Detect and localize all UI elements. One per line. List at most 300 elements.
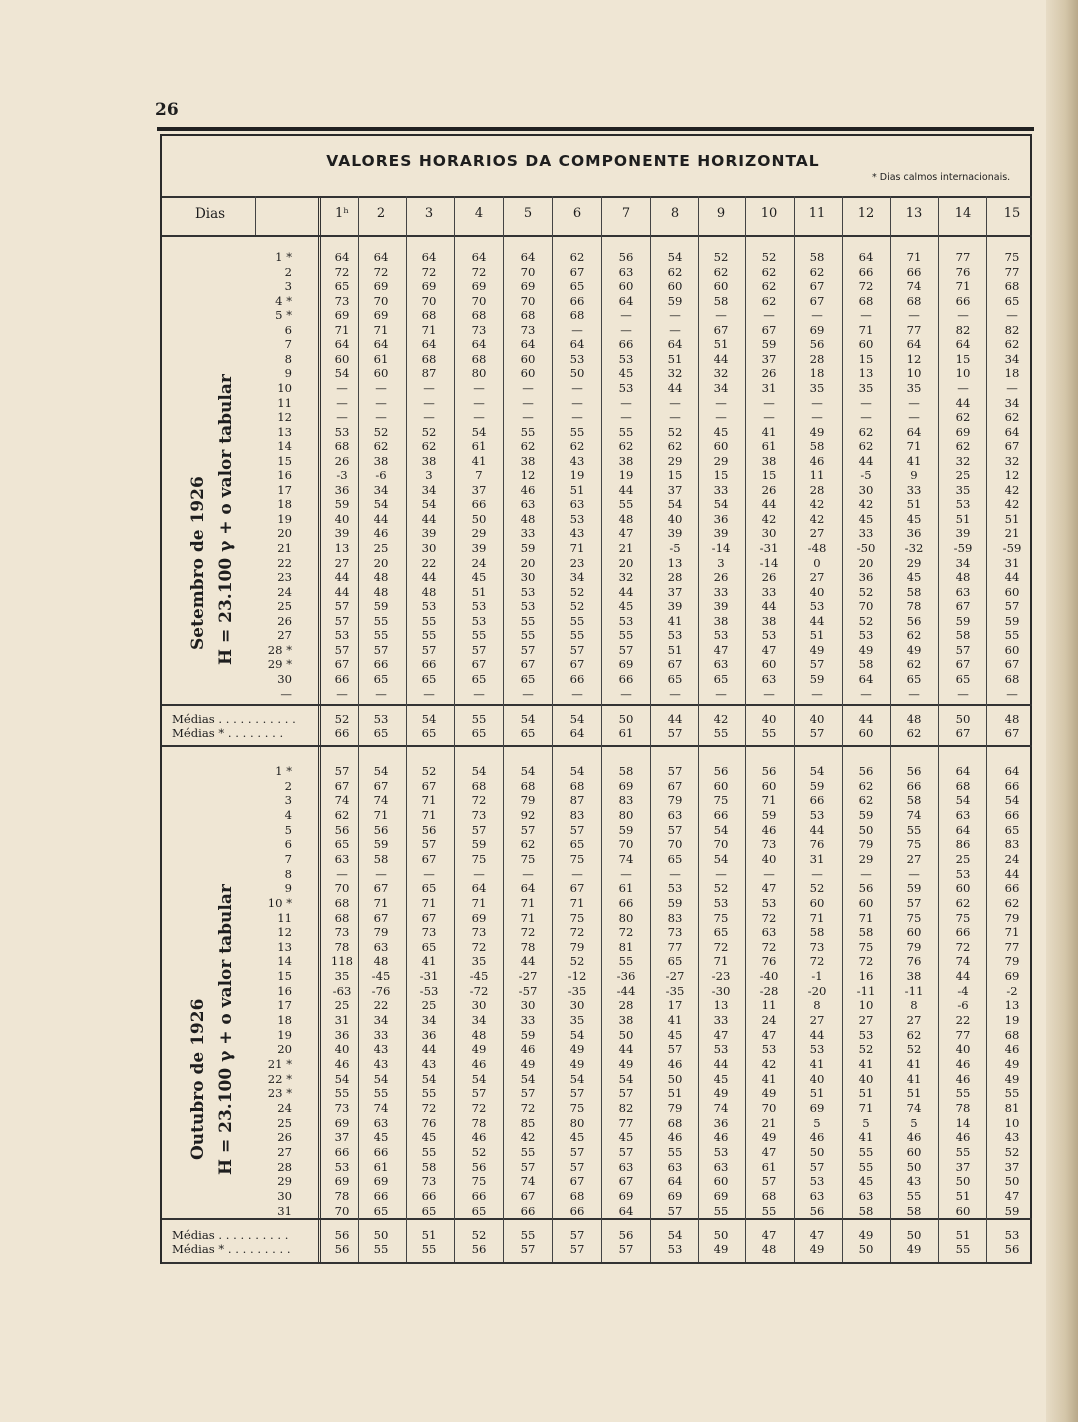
value-cell: 79 — [1004, 954, 1020, 969]
value-cell: 31 — [809, 851, 825, 866]
value-cell: 52 — [667, 424, 683, 439]
value-cell: 43 — [1004, 1130, 1020, 1145]
value-cell: 28 — [667, 570, 683, 585]
value-cell: 59 — [373, 599, 389, 614]
value-cell: 63 — [713, 657, 729, 672]
value-cell: 46 — [809, 1130, 825, 1145]
value-cell: 72 — [334, 264, 350, 279]
medias-value: 42 — [713, 712, 729, 726]
value-cell: 69 — [373, 279, 389, 294]
day-number: 1 * — [275, 250, 292, 264]
day-number: 27 — [277, 1144, 292, 1159]
value-cell: 46 — [334, 1057, 350, 1071]
value-cell: — — [620, 395, 632, 410]
value-cell: 72 — [569, 925, 585, 940]
value-cell: 29 — [471, 526, 487, 541]
value-cell: -59 — [953, 541, 973, 555]
value-cell: 80 — [618, 807, 634, 822]
value-cell: 58 — [858, 657, 874, 672]
value-cell: 32 — [1004, 453, 1020, 468]
value-cell: 47 — [713, 642, 729, 657]
value-cell: 63 — [373, 1115, 389, 1130]
value-cell: 67 — [334, 657, 350, 672]
value-cell: 59 — [955, 613, 971, 628]
value-cell: 53 — [713, 1144, 729, 1159]
value-cell: 65 — [713, 671, 729, 686]
value-cell: 55 — [373, 1086, 389, 1101]
value-cell: 53 — [667, 628, 683, 643]
value-cell: 33 — [520, 1013, 536, 1028]
value-cell: 53 — [809, 1174, 825, 1189]
value-cell: 74 — [713, 1100, 729, 1115]
value-cell: 92 — [520, 807, 536, 822]
medias-value: 49 — [858, 1228, 874, 1242]
value-cell: 65 — [334, 279, 350, 294]
medias-value: 51 — [955, 1228, 971, 1242]
value-cell: 57 — [618, 1144, 634, 1159]
value-cell: 51 — [955, 511, 971, 526]
value-cell: 64 — [906, 337, 922, 352]
value-cell: 71 — [421, 322, 437, 337]
value-cell: 21 — [618, 541, 634, 555]
value-cell: 63 — [713, 1159, 729, 1174]
value-cell: 83 — [667, 910, 683, 925]
value-cell: 53 — [520, 599, 536, 614]
column-rule — [986, 196, 987, 1262]
value-cell: 53 — [761, 628, 777, 643]
value-cell: 60 — [858, 895, 874, 910]
value-cell: 30 — [520, 570, 536, 585]
medias-value: 50 — [713, 1228, 729, 1242]
value-cell: 47 — [1004, 1188, 1020, 1203]
header-hour: 1ʰ — [335, 206, 349, 221]
value-cell: — — [522, 410, 534, 425]
medias-calm-value: 65 — [471, 726, 487, 740]
medias-value: 57 — [569, 1228, 585, 1242]
value-cell: 77 — [667, 939, 683, 954]
value-cell: 48 — [955, 570, 971, 585]
value-cell: — — [715, 410, 727, 425]
value-cell: 51 — [858, 1086, 874, 1101]
day-number: 14 — [277, 954, 292, 969]
value-cell: 66 — [421, 1188, 437, 1203]
value-cell: — — [522, 686, 534, 701]
value-cell: — — [620, 308, 632, 323]
day-number: 30 — [277, 671, 292, 686]
value-cell: 71 — [334, 322, 350, 337]
value-cell: 59 — [1004, 1203, 1020, 1218]
value-cell: 55 — [520, 1144, 536, 1159]
value-cell: 65 — [667, 851, 683, 866]
value-cell: 20 — [858, 555, 874, 570]
value-cell: 26 — [334, 453, 350, 468]
value-cell: 72 — [618, 925, 634, 940]
value-cell: 73 — [334, 1100, 350, 1115]
value-cell: 54 — [373, 497, 389, 512]
value-cell: 30 — [761, 526, 777, 541]
value-cell: 68 — [520, 778, 536, 793]
value-cell: 62 — [906, 657, 922, 672]
value-cell: 59 — [520, 1027, 536, 1042]
value-cell: 55 — [1004, 628, 1020, 643]
value-cell: 78 — [471, 1115, 487, 1130]
value-cell: — — [571, 395, 583, 410]
value-cell: 50 — [667, 1071, 683, 1086]
value-cell: 66 — [334, 671, 350, 686]
value-cell: 60 — [713, 778, 729, 793]
value-cell: 49 — [713, 1086, 729, 1101]
value-cell: — — [473, 686, 485, 701]
value-cell: 70 — [667, 837, 683, 852]
day-number: 28 — [277, 1159, 292, 1174]
value-cell: 74 — [955, 954, 971, 969]
value-cell: 45 — [421, 1130, 437, 1145]
value-cell: 70 — [421, 293, 437, 308]
value-cell: 15 — [761, 468, 777, 483]
value-cell: 68 — [1004, 1027, 1020, 1042]
value-cell: 64 — [858, 250, 874, 264]
value-cell: 47 — [761, 1144, 777, 1159]
value-cell: 65 — [520, 671, 536, 686]
header-hour: 8 — [670, 206, 680, 221]
medias-calm-value: 53 — [667, 1242, 683, 1256]
value-cell: 38 — [618, 453, 634, 468]
value-cell: 54 — [618, 1071, 634, 1086]
value-cell: — — [473, 395, 485, 410]
value-cell: 34 — [955, 555, 971, 570]
value-cell: 46 — [667, 1130, 683, 1145]
value-cell: 57 — [421, 642, 437, 657]
value-cell: 68 — [667, 1115, 683, 1130]
value-cell: 52 — [421, 764, 437, 778]
value-cell: 58 — [809, 925, 825, 940]
value-cell: 74 — [906, 807, 922, 822]
value-cell: 54 — [471, 764, 487, 778]
value-cell: 41 — [906, 453, 922, 468]
value-cell: 60 — [809, 895, 825, 910]
header-hour: 12 — [857, 206, 875, 221]
value-cell: 50 — [906, 1159, 922, 1174]
column-rule — [255, 196, 256, 235]
value-cell: -35 — [665, 983, 685, 998]
day-number: 24 — [277, 584, 292, 599]
value-cell: 31 — [761, 380, 777, 395]
value-cell: — — [473, 410, 485, 425]
value-cell: 57 — [955, 642, 971, 657]
value-cell: 55 — [618, 628, 634, 643]
medias-value: 50 — [373, 1228, 389, 1242]
value-cell: 59 — [471, 837, 487, 852]
value-cell: -63 — [332, 983, 352, 998]
value-cell: 70 — [618, 837, 634, 852]
value-cell: 24 — [1004, 851, 1020, 866]
value-cell: 58 — [858, 925, 874, 940]
value-cell: 63 — [955, 807, 971, 822]
value-cell: 65 — [667, 671, 683, 686]
value-cell: 27 — [906, 851, 922, 866]
value-cell: 66 — [809, 793, 825, 808]
value-cell: -48 — [807, 541, 827, 555]
value-cell: 59 — [667, 293, 683, 308]
value-cell: 68 — [421, 351, 437, 366]
value-cell: 22 — [955, 1013, 971, 1028]
value-cell: 54 — [713, 497, 729, 512]
day-number: 14 — [277, 439, 292, 454]
value-cell: 64 — [373, 337, 389, 352]
value-cell: 61 — [761, 1159, 777, 1174]
value-cell: 64 — [618, 1203, 634, 1218]
value-cell: 15 — [713, 468, 729, 483]
column-rule — [890, 196, 891, 1262]
value-cell: 29 — [906, 555, 922, 570]
value-cell: 41 — [667, 613, 683, 628]
medias-value: 52 — [471, 1228, 487, 1242]
value-cell: 48 — [618, 511, 634, 526]
value-cell: 68 — [334, 439, 350, 454]
value-cell: 34 — [713, 380, 729, 395]
value-cell: 67 — [569, 1174, 585, 1189]
value-cell: — — [375, 380, 387, 395]
value-cell: 56 — [421, 822, 437, 837]
value-cell: 70 — [713, 837, 729, 852]
value-cell: 62 — [334, 807, 350, 822]
value-cell: 38 — [421, 453, 437, 468]
value-cell: 23 — [569, 555, 585, 570]
value-cell: 62 — [667, 264, 683, 279]
value-cell: 42 — [809, 497, 825, 512]
value-cell: 76 — [421, 1115, 437, 1130]
value-cell: -4 — [957, 983, 969, 998]
value-cell: 39 — [713, 599, 729, 614]
value-cell: 44 — [955, 969, 971, 984]
value-cell: 57 — [520, 1159, 536, 1174]
value-cell: 40 — [809, 584, 825, 599]
value-cell: 71 — [809, 910, 825, 925]
value-cell: 25 — [334, 998, 350, 1013]
value-cell: 67 — [569, 881, 585, 896]
value-cell: 70 — [334, 1203, 350, 1218]
value-cell: 51 — [569, 482, 585, 497]
value-cell: 69 — [1004, 969, 1020, 984]
value-cell: 83 — [569, 807, 585, 822]
value-cell: 31 — [334, 1013, 350, 1028]
value-cell: — — [811, 686, 823, 701]
medias-value: 47 — [809, 1228, 825, 1242]
value-cell: 30 — [858, 482, 874, 497]
header-hour: 3 — [424, 206, 434, 221]
value-cell: 7 — [475, 468, 483, 483]
value-cell: 29 — [713, 453, 729, 468]
value-cell: 37 — [955, 1159, 971, 1174]
value-cell: 9 — [910, 468, 918, 483]
value-cell: 62 — [955, 895, 971, 910]
value-cell: 54 — [334, 1071, 350, 1086]
value-cell: — — [715, 308, 727, 323]
value-cell: 53 — [955, 497, 971, 512]
value-cell: 37 — [761, 351, 777, 366]
value-cell: 55 — [906, 822, 922, 837]
value-cell: 44 — [520, 954, 536, 969]
value-cell: 62 — [858, 424, 874, 439]
header-hour: 6 — [572, 206, 582, 221]
medias-value: 47 — [761, 1228, 777, 1242]
value-cell: -44 — [616, 983, 636, 998]
value-cell: 39 — [955, 526, 971, 541]
value-cell: — — [860, 308, 872, 323]
value-cell: 82 — [1004, 322, 1020, 337]
value-cell: 42 — [1004, 482, 1020, 497]
value-cell: 75 — [858, 939, 874, 954]
value-cell: — — [336, 395, 348, 410]
value-cell: — — [473, 866, 485, 881]
value-cell: 57 — [809, 1159, 825, 1174]
value-cell: 33 — [713, 1013, 729, 1028]
value-cell: 54 — [334, 366, 350, 381]
value-cell: 66 — [906, 264, 922, 279]
value-cell: 66 — [1004, 778, 1020, 793]
value-cell: 12 — [520, 468, 536, 483]
value-cell: 66 — [858, 264, 874, 279]
value-cell: 54 — [667, 497, 683, 512]
medias-calm-value: 67 — [955, 726, 971, 740]
day-number: 6 — [284, 837, 292, 852]
value-cell: 66 — [618, 895, 634, 910]
value-cell: 55 — [858, 1144, 874, 1159]
value-cell: 46 — [761, 822, 777, 837]
value-cell: — — [375, 866, 387, 881]
value-cell: 49 — [858, 642, 874, 657]
value-cell: 35 — [569, 1013, 585, 1028]
value-cell: 57 — [334, 613, 350, 628]
value-cell: 33 — [520, 526, 536, 541]
value-cell: 54 — [569, 1071, 585, 1086]
value-cell: 57 — [520, 1086, 536, 1101]
medias-calm-value: 64 — [569, 726, 585, 740]
value-cell: 53 — [809, 807, 825, 822]
value-cell: 71 — [858, 1100, 874, 1115]
value-cell: 65 — [373, 1203, 389, 1218]
day-number: 29 * — [267, 657, 292, 672]
medias-calm-value: 55 — [955, 1242, 971, 1256]
value-cell: 43 — [373, 1042, 389, 1057]
header-bottom-rule — [162, 235, 1032, 237]
value-cell: 55 — [906, 1188, 922, 1203]
value-cell: 71 — [906, 439, 922, 454]
value-cell: 34 — [373, 1013, 389, 1028]
value-cell: 65 — [1004, 822, 1020, 837]
day-number: 19 — [277, 1027, 292, 1042]
value-cell: 87 — [421, 366, 437, 381]
value-cell: 53 — [618, 351, 634, 366]
value-cell: 33 — [761, 584, 777, 599]
value-cell: 47 — [761, 1027, 777, 1042]
value-cell: 56 — [713, 764, 729, 778]
value-cell: 34 — [1004, 351, 1020, 366]
value-cell: 35 — [334, 969, 350, 984]
value-cell: — — [763, 410, 775, 425]
value-cell: 64 — [334, 250, 350, 264]
value-cell: 53 — [713, 895, 729, 910]
value-cell: 75 — [569, 910, 585, 925]
value-cell: 77 — [1004, 264, 1020, 279]
value-cell: — — [908, 308, 920, 323]
value-cell: 70 — [471, 293, 487, 308]
value-cell: 67 — [520, 657, 536, 672]
value-cell: 71 — [373, 322, 389, 337]
value-cell: 55 — [713, 1203, 729, 1218]
value-cell: 75 — [471, 1174, 487, 1189]
value-cell: 63 — [667, 1159, 683, 1174]
page-edge — [1046, 0, 1078, 1422]
value-cell: 52 — [858, 1042, 874, 1057]
value-cell: 46 — [1004, 1042, 1020, 1057]
value-cell: 31 — [1004, 555, 1020, 570]
value-cell: — — [620, 322, 632, 337]
value-cell: 69 — [334, 1115, 350, 1130]
value-cell: 55 — [618, 954, 634, 969]
value-cell: 38 — [906, 969, 922, 984]
value-cell: — — [620, 686, 632, 701]
value-cell: 38 — [520, 453, 536, 468]
value-cell: 77 — [1004, 939, 1020, 954]
value-cell: 72 — [471, 1100, 487, 1115]
value-cell: -14 — [759, 555, 779, 570]
value-cell: 44 — [421, 1042, 437, 1057]
day-number: 15 — [277, 969, 292, 984]
value-cell: 45 — [667, 1027, 683, 1042]
value-cell: 54 — [373, 764, 389, 778]
value-cell: 52 — [1004, 1144, 1020, 1159]
value-cell: 61 — [373, 351, 389, 366]
value-cell: 40 — [667, 511, 683, 526]
value-cell: 75 — [569, 1100, 585, 1115]
value-cell: 24 — [761, 1013, 777, 1028]
value-cell: 57 — [569, 1159, 585, 1174]
value-cell: 44 — [667, 380, 683, 395]
day-number: 8 — [284, 351, 292, 366]
value-cell: -11 — [904, 983, 924, 998]
value-cell: 76 — [955, 264, 971, 279]
value-cell: 68 — [761, 1188, 777, 1203]
value-cell: 64 — [955, 822, 971, 837]
value-cell: 46 — [809, 453, 825, 468]
value-cell: — — [908, 686, 920, 701]
medias-calm-label: Médias * . . . . . . . . — [172, 726, 284, 740]
value-cell: 37 — [667, 584, 683, 599]
medias-calm-value: 55 — [713, 726, 729, 740]
value-cell: 67 — [421, 778, 437, 793]
value-cell: 57 — [421, 837, 437, 852]
value-cell: 57 — [569, 1086, 585, 1101]
value-cell: 74 — [373, 793, 389, 808]
value-cell: 55 — [421, 1086, 437, 1101]
value-cell: 11 — [809, 468, 825, 483]
value-cell: — — [957, 308, 969, 323]
value-cell: -11 — [856, 983, 876, 998]
value-cell: 26 — [713, 570, 729, 585]
value-cell: 54 — [471, 1071, 487, 1086]
value-cell: 28 — [809, 482, 825, 497]
value-cell: 55 — [1004, 1086, 1020, 1101]
medias-value: 50 — [906, 1228, 922, 1242]
value-cell: 55 — [569, 628, 585, 643]
value-cell: — — [860, 866, 872, 881]
value-cell: 72 — [421, 264, 437, 279]
value-cell: 81 — [1004, 1100, 1020, 1115]
value-cell: 63 — [667, 807, 683, 822]
value-cell: 72 — [471, 793, 487, 808]
value-cell: 58 — [421, 1159, 437, 1174]
